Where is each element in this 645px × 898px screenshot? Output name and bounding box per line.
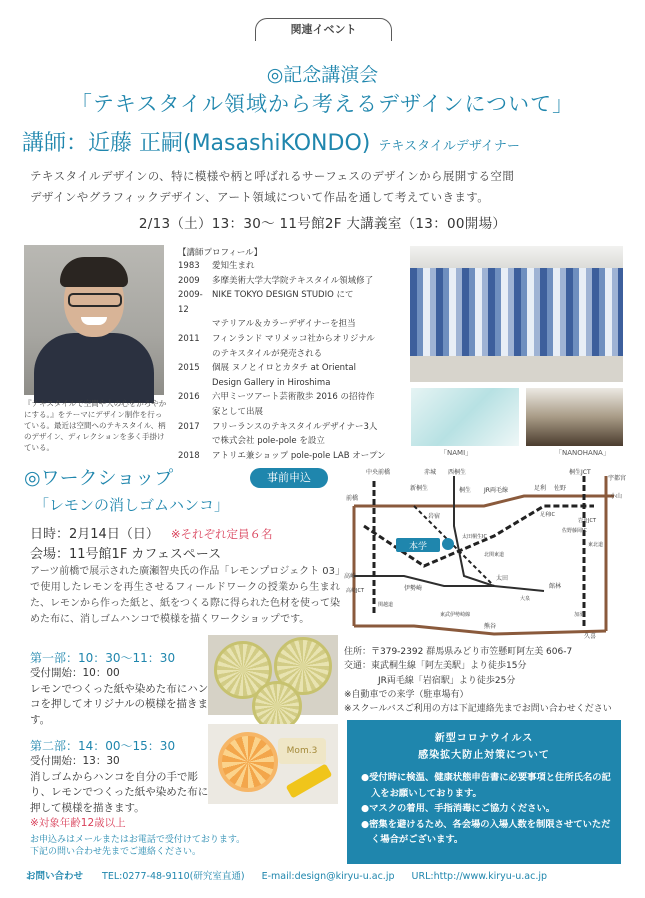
part1-title: 第一部：10：30〜11：30 <box>30 651 176 665</box>
photo-smile <box>81 317 107 325</box>
map-label-kanetsu: 関越道 <box>378 602 394 608</box>
application-note <box>30 834 360 858</box>
profile-list <box>178 259 406 463</box>
map-label-ashikaga-ic: 足利IC <box>540 512 555 518</box>
contact-email: E-mail:design@kiryu-u.ac.jp <box>261 871 395 882</box>
access-info <box>344 645 629 716</box>
map-label-kiryu-jct: 桐生JCT <box>569 469 591 476</box>
rail-bottom <box>354 626 606 634</box>
profile-row <box>178 347 406 362</box>
photo-glasses <box>68 293 122 307</box>
campus-marker <box>442 538 454 550</box>
image-wall <box>410 246 623 268</box>
profile-text: のテキスタイルが発売される <box>212 348 323 359</box>
map-label-kumagaya: 熊谷 <box>484 623 497 630</box>
campus-label: 本学 <box>408 542 428 552</box>
description-line-2: デザインやグラフィックデザイン、アート領域について作品を通して考えていきます。 <box>30 190 490 204</box>
contact-label: お問い合わせ <box>26 871 84 882</box>
profile-text: フリーランスのテキスタイルデザイナー3人 <box>212 421 378 432</box>
profile-year: 2016 <box>178 392 200 403</box>
application-note-1: お申込みはメールまたはお電話で受付けております。 <box>30 835 246 845</box>
profile-year: 2015 <box>178 363 200 374</box>
covid-title-2: 感染拡大防止対策について <box>418 750 550 761</box>
part1-text: レモンでつくった紙や染めた布にハンコを押してオリジナルの模様を描きます。 <box>30 682 209 726</box>
contact-url: URL:http://www.kiryu-u.ac.jp <box>411 871 548 882</box>
workshop-date-text: 日時：2月14日（日） <box>30 527 159 542</box>
workshop-description: アーツ前橋で展示された廣瀬智央氏の作品「レモンプロジェクト 03」で使用したレモンを再生させるフィールドワークの授業から生まれた、レモンから作った紙と、紙をつくる際に得られた色材を使って染めた布に、消しゴムハンコで模様を描くワークショップです。 <box>30 566 341 625</box>
profile-year: 2018 <box>178 450 200 461</box>
map-label-iwajuku: 岩宿 <box>428 513 441 520</box>
description-line-1: テキスタイルデザインの、特に模様や柄と呼ばれるサーフェスのデザインから展開する空間 <box>30 169 515 183</box>
covid-title-1: 新型コロナウイルス <box>434 733 534 744</box>
profile-text: フィンランド マリメッコ社からオリジナル <box>212 333 375 344</box>
work-image-nami <box>411 388 519 446</box>
profile-row <box>178 434 406 449</box>
covid-item: ●マスクの着用、手指消毒にご協力ください。 <box>361 803 556 814</box>
profile-row <box>178 361 406 376</box>
map-label-oyama: 小山 <box>610 493 623 500</box>
cutter-knife <box>286 763 333 798</box>
workshop-date <box>30 523 272 542</box>
lecturer-role: テキスタイルデザイナー <box>378 139 520 154</box>
map-label-isesaki: 伊勢崎 <box>404 585 423 592</box>
profile-row <box>178 420 406 435</box>
map-label-tobu: 東武伊勢崎線 <box>440 612 471 618</box>
eraser-stamp: Mom.3 <box>278 738 326 764</box>
covid-item: ●受付時に検温、健康状態申告書に必要事項と住所氏名の記入をお願いしております。 <box>361 772 611 799</box>
textile-installation-image <box>410 246 623 382</box>
profile-year: 2017 <box>178 421 200 432</box>
part2-title: 第二部：14：00〜15：30 <box>30 739 176 753</box>
capacity-note: ※それぞれ定員６名 <box>170 527 273 541</box>
map-label-oizumi: 大泉 <box>520 596 531 602</box>
map-label-chuo-maebashi: 中央前橋 <box>366 469 391 476</box>
profile-row <box>178 259 406 274</box>
profile-year: 2011 <box>178 333 200 344</box>
lecturer-name <box>22 126 520 157</box>
profile-row <box>178 376 406 391</box>
map-label-ashikaga: 足利 <box>534 485 547 492</box>
map-label-sano-fujioka: 佐野藤岡IC <box>562 528 587 534</box>
profile-text: 六甲ミーツアート芸術散歩 2016 の招待作 <box>212 392 375 403</box>
profile-text: アトリエ兼ショップ pole-pole LAB オープン <box>212 450 386 461</box>
map-label-maebashi: 前橋 <box>346 495 359 502</box>
covid-title <box>347 720 621 764</box>
part2-text: 消しゴムからハンコを自分の手で彫り、レモンでつくった紙や染めた布に押して模様を描きます。 <box>30 770 209 814</box>
profile-year: 2009-12 <box>178 290 203 315</box>
profile-year <box>178 317 212 332</box>
photo-shirt <box>34 333 154 403</box>
map-label-tohoku: 東北道 <box>588 542 604 548</box>
access-line-3: ※自動車での来学（駐車場有） <box>344 689 469 700</box>
profile-row <box>178 332 406 347</box>
profile-year <box>178 376 212 391</box>
lecture-datetime: 2/13（土）13：30〜 11号館2F 大講義室（13：00開場） <box>138 216 507 232</box>
profile-text: 家として出展 <box>212 406 264 417</box>
covid-notice <box>347 720 621 864</box>
profile-row <box>178 274 406 289</box>
workshop-heading: ◎ワークショップ <box>24 467 174 489</box>
access-line-1: 交通：東武桐生線「阿左美駅」より徒歩15分 <box>344 661 527 672</box>
map-label-shin-kiryu: 新桐生 <box>410 485 429 492</box>
application-note-2: 下記の問い合わせ先までご連絡ください。 <box>30 847 202 857</box>
profile-year: 2009 <box>178 275 200 286</box>
covid-list <box>347 770 621 848</box>
profile-year: 1983 <box>178 261 200 271</box>
access-line-2: JR両毛線「岩宿駅」より徒歩25分 <box>378 675 516 686</box>
workshop-title: 「レモンの消しゴムハンコ」 <box>34 496 230 514</box>
map-label-utsunomiya: 宇都宮 <box>608 475 627 482</box>
lemon-eraser-stamp-image <box>208 724 338 804</box>
map-label-kazo: 加須 <box>574 612 585 618</box>
access-map <box>344 466 627 641</box>
map-label-akagi: 赤城 <box>424 469 437 476</box>
profile-row <box>178 449 406 464</box>
profile-text: 多摩美術大学大学院テキスタイル領域修了 <box>212 275 374 286</box>
workshop-place: 会場：11号館1F カフェスペース <box>30 547 222 562</box>
map-label-sano: 佐野 <box>554 485 567 492</box>
age-target-note: ※対象年齢12歳以上 <box>30 817 126 829</box>
lecture-title: 「テキスタイル領域から考えるデザインについて」 <box>70 92 575 116</box>
covid-item: ●密集を避けるため、各会場の入場人数を制限させていただく場合がございます。 <box>361 818 611 845</box>
lecturer-photo <box>24 245 164 395</box>
map-label-tatebayashi: 館林 <box>549 583 562 590</box>
profile-text: NIKE TOKYO DESIGN STUDIO にて <box>212 290 354 301</box>
profile-text: 個展 ヌノとイロとカタチ at Oriental <box>212 363 356 374</box>
profile-row <box>178 317 406 332</box>
map-label-nishikiryu: 西桐生 <box>448 469 467 476</box>
lecture-heading: ◎記念講演会 <box>266 64 379 86</box>
map-label-kiryu: 桐生 <box>459 487 472 494</box>
workshop-part-1 <box>30 649 210 728</box>
profile-row <box>178 405 406 420</box>
profile-year <box>178 434 212 449</box>
event-tag: 関連イベント <box>255 18 392 41</box>
profile-text: マテリアル＆カラーデザイナーを担当 <box>212 319 356 330</box>
map-label-takasaki: 高崎 <box>344 573 357 580</box>
pre-registration-badge: 事前申込 <box>250 468 328 488</box>
lecturer-name-text: 講師：近藤 正嗣(MasashiKONDO) <box>22 131 371 156</box>
map-label-kitakanto: 北関東道 <box>484 552 505 558</box>
work-caption-nami: 「NAMI」 <box>440 449 473 457</box>
access-address: 住所：〒379-2392 群馬県みどり市笠懸町阿左美 606-7 <box>344 647 573 657</box>
photo-hair <box>60 257 128 287</box>
profile-row <box>178 390 406 405</box>
profile-row <box>178 288 406 317</box>
map-label-kuki: 久喜 <box>584 633 597 640</box>
work-caption-nanohana: 「NANOHANA」 <box>555 449 610 457</box>
lemon-stamp-fabric-image <box>208 635 338 715</box>
profile-text: で株式会社 pole-pole を設立 <box>212 436 325 447</box>
contact-footer <box>26 868 626 882</box>
part1-reception: 受付開始：10：00 <box>30 667 120 679</box>
profile-text: Design Gallery in Hiroshima <box>212 377 331 388</box>
map-label-ota-kiryu-ic: 太田桐生IC <box>462 534 487 540</box>
profile-title: 【講師プロフィール】 <box>178 248 263 258</box>
profile-text: 愛知生まれ <box>212 261 255 271</box>
lemon-slice <box>218 732 278 792</box>
workshop-part-2 <box>30 737 210 832</box>
contact-tel: TEL:0277-48-9110(研究室直通) <box>102 871 245 882</box>
profile-year <box>178 405 212 420</box>
map-label-ota: 太田 <box>496 575 509 582</box>
map-label-iwatsuki: 岩舟JCT <box>578 518 597 524</box>
work-image-nanohana <box>526 388 623 446</box>
part2-reception: 受付開始：13：30 <box>30 755 120 767</box>
image-floor <box>410 356 623 382</box>
access-line-4: ※スクールバスご利用の方は下記連絡先までお問い合わせください <box>344 704 612 715</box>
profile-year <box>178 347 212 362</box>
map-label-takasaki-jct: 高崎JCT <box>346 588 365 594</box>
lecture-description <box>30 166 620 208</box>
map-label-jr-ryomo: JR両毛線 <box>484 487 508 494</box>
photo-caption: 『テキスタイルで空間や人の心をかろやかにする。』をテーマにデザイン制作を行っている。最近は空間へのテキスタイル、柄のデザイン、ディレクションを多く手掛けている。 <box>24 399 167 452</box>
